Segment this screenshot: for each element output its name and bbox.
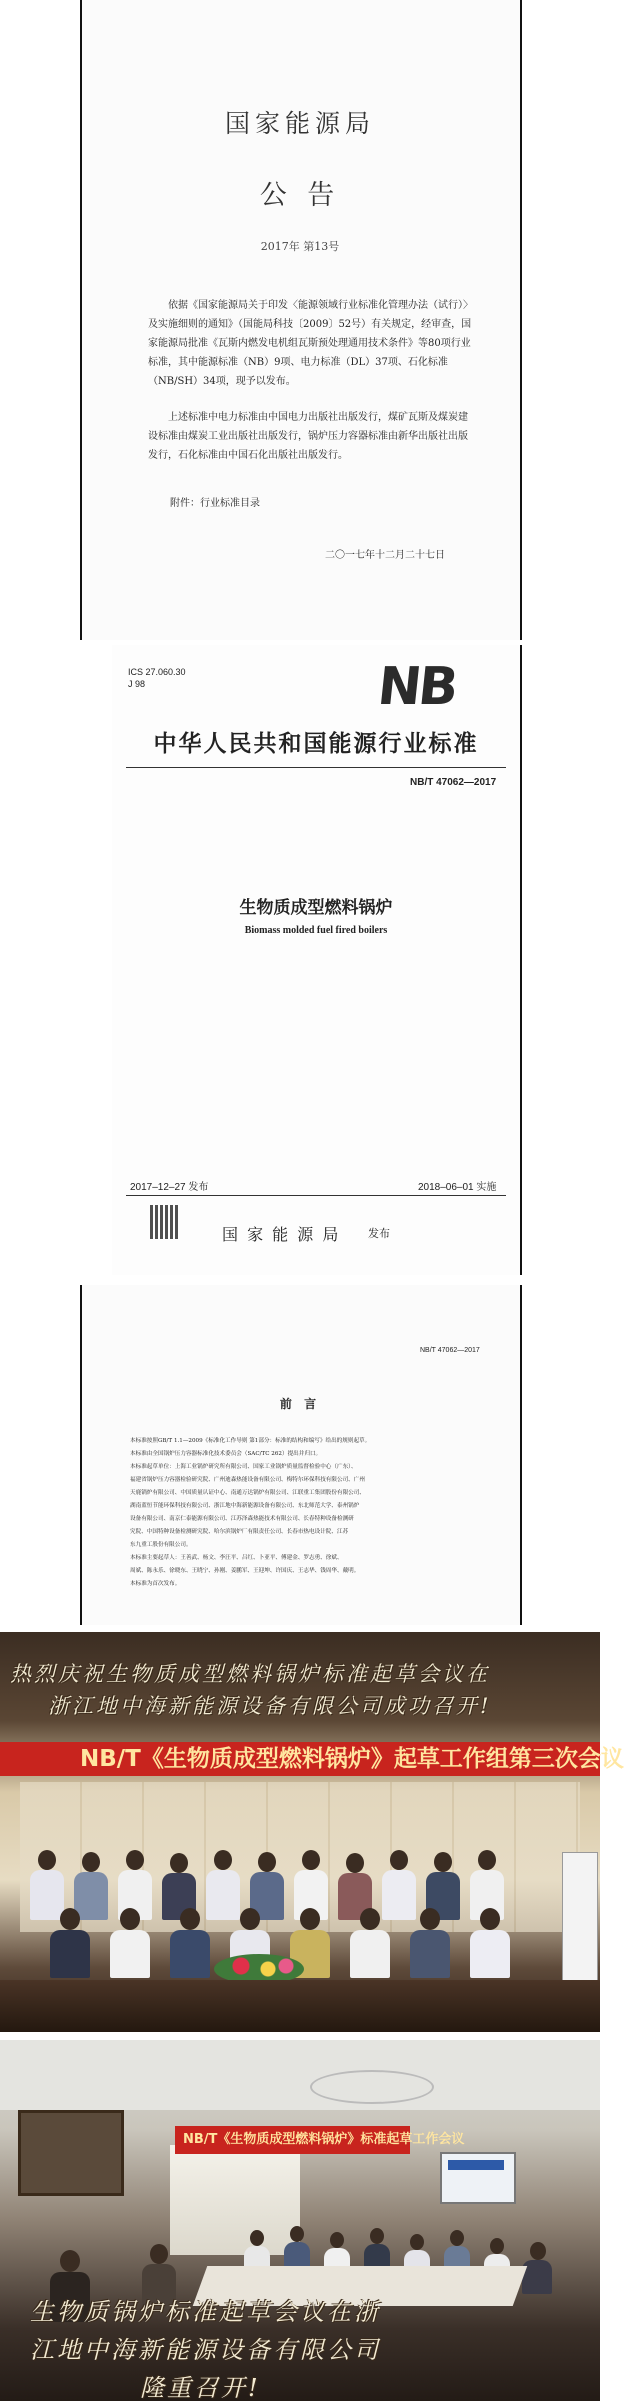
photo-caption-line: 隆重召开! <box>140 2374 261 2402</box>
qr-code <box>150 1205 180 1239</box>
foreword-line: 福建省锅炉压力容器检验研究院、广州迪森热能设备有限公司、梅特尔环保科技有限公司、广州 <box>130 1477 365 1483</box>
footer-rule <box>126 1195 506 1196</box>
publish-label: 发布 <box>368 1227 390 1240</box>
photo-caption-line: 热烈庆祝生物质成型燃料锅炉标准起草会议在 <box>10 1662 490 1686</box>
foreword-line: 本标准为首次发布。 <box>130 1581 181 1587</box>
photo-caption-line: 生物质锅炉标准起草会议在浙 <box>30 2298 381 2326</box>
conference-table <box>0 1980 600 2032</box>
foreword-line: 本标准主要起草人：王善武、杨文、李汪平、吕红、卜亚平、傅建金、罗志勇、徐斌、 <box>130 1555 343 1561</box>
page-edge-line <box>80 0 82 640</box>
projector-slide <box>448 2160 504 2170</box>
announcement-paragraph: 依据《国家能源局关于印发〈能源领域行业标准化管理办法（试行）〉及实施细则的通知》（国能局科技〔2009〕52号）有关规定，经审查，国家能源局批准《瓦斯内燃发电机组瓦斯预处理通用技术条件》等80项行业标准，其中能源标准（NB）9项、电力标准（DL）37项、石化标准（NB/SH）34项，现予以发布。 <box>148 300 473 387</box>
foreword-line: 究院、中国特种设备检测研究院、哈尔滨锅炉厂有限责任公司、长春市热电设计院、江苏 <box>130 1529 349 1535</box>
foreword-line: 本标准按照GB/T 1.1—2009《标准化工作导则 第1部分：标准的结构和编写》给出的规则起草。 <box>130 1438 371 1444</box>
implement-date: 2018–06–01 实施 <box>418 1182 497 1193</box>
publisher: 国 家 能 源 局 <box>222 1225 341 1244</box>
foreword-line: 本标准起草单位：上海工业锅炉研究所有限公司、国家工业锅炉质量监督检验中心（广东）、 <box>130 1464 357 1470</box>
sign-board <box>562 1852 598 1994</box>
meeting-banner: NB/T《生物质成型燃料锅炉》起草工作组第三次会议 <box>0 1742 600 1776</box>
group-photo-panel <box>0 1632 624 2032</box>
standard-title-cn: 生物质成型燃料锅炉 <box>239 898 393 918</box>
issue-date: 2017–12–27 发布 <box>130 1182 209 1193</box>
ics-code: ICS 27.060.30 <box>128 667 186 677</box>
photo-caption-line: 浙江地中海新能源设备有限公司成功召开! <box>48 1694 492 1718</box>
foreword-line: 设备有限公司、南京仁泰能源有限公司、江苏泽森热能技术有限公司、长春特种设备检测研 <box>130 1516 354 1522</box>
announcement-paragraph: 上述标准中电力标准由中国电力出版社出版发行，煤矿瓦斯及煤炭建设标准由煤炭工业出版社出版发行，锅炉压力容器标准由新华出版社出版发行，石化标准由中国石化出版社出版发行。 <box>148 412 468 461</box>
announcement-number: 2017年 第13号 <box>260 240 340 253</box>
announcement-heading: 公 告 <box>259 180 341 211</box>
foreword-line: 东九重工股份有限公司。 <box>130 1542 192 1548</box>
foreword-code: NB/T 47062—2017 <box>420 1347 480 1354</box>
meeting-photo-panel <box>0 2040 600 2401</box>
nb-logo: NB <box>374 657 459 717</box>
foreword-line: 天鹿锅炉有限公司、中国质量认证中心、南通万达锅炉有限公司、江联重工集团股份有限公司、 <box>130 1490 365 1496</box>
foreword-panel <box>0 1285 600 1625</box>
foreword-line: 湖南蓝恒节能环保科技有限公司、浙江地中海新能源设备有限公司、东北师范大学、泰州锅炉 <box>130 1503 360 1509</box>
foreword-body <box>130 1435 490 1591</box>
announcement-attachment: 附件：行业标准目录 <box>170 498 260 509</box>
announcement-date: 二〇一七年十二月二十七日 <box>325 550 445 561</box>
announcement-panel <box>0 0 600 640</box>
photo-caption-line: 江地中海新能源设备有限公司 <box>30 2336 381 2364</box>
page-edge-line <box>80 1285 82 1625</box>
page-edge-line <box>520 645 522 1275</box>
ceiling <box>0 2040 600 2110</box>
standard-cover-panel <box>0 645 600 1275</box>
foreword-heading: 前 言 <box>279 1397 321 1411</box>
foreword-line: 周斌、陈永乐、徐晓东、王晓宁、孙刚、姜鹏军、王迎坤、许国庆、王志华、钱周华、戴明。 <box>130 1568 360 1574</box>
standard-title-en: Biomass molded fuel fired boilers <box>244 925 388 936</box>
wall-painting <box>18 2110 124 2196</box>
standard-header: 中华人民共和国能源行业标准 <box>153 731 479 757</box>
standard-code: NB/T 47062—2017 <box>410 777 497 788</box>
page-edge-line <box>520 0 522 640</box>
ccs-code: J 98 <box>128 679 146 689</box>
agency-title: 国家能源局 <box>224 109 375 138</box>
foreword-line: 本标准由全国锅炉压力容器标准化技术委员会（SAC/TC 262）提出并归口。 <box>130 1451 322 1457</box>
page-edge-line <box>520 1285 522 1625</box>
header-rule <box>126 767 506 768</box>
meeting-banner: NB/T《生物质成型燃料锅炉》标准起草工作会议 <box>175 2126 410 2154</box>
ceiling-light <box>310 2070 434 2104</box>
